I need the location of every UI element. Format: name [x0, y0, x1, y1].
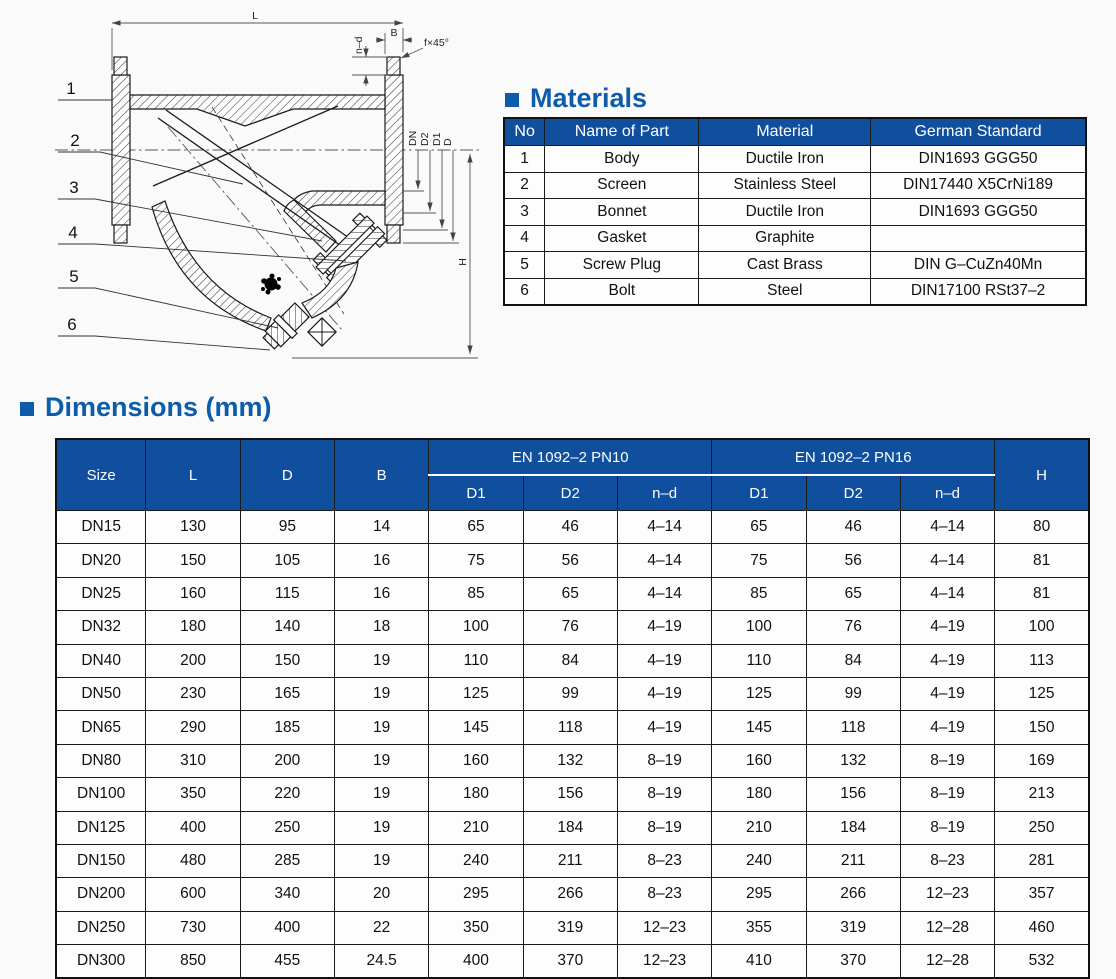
- table-cell: 4–14: [617, 544, 711, 577]
- col-header-pn16-D1: D1: [712, 475, 806, 511]
- table-cell: Steel: [699, 278, 871, 305]
- table-cell: 125: [712, 677, 806, 710]
- table-cell: Stainless Steel: [699, 172, 871, 199]
- table-cell: DN80: [56, 744, 146, 777]
- table-cell: 184: [523, 811, 617, 844]
- table-cell: 105: [240, 544, 334, 577]
- table-cell: DN50: [56, 677, 146, 710]
- table-cell: 230: [146, 677, 240, 710]
- part-number-6: 6: [67, 315, 77, 334]
- table-cell: 8–19: [617, 744, 711, 777]
- table-cell: 400: [240, 911, 334, 944]
- table-cell: 18: [334, 611, 428, 644]
- dim-label-D1: D1: [431, 132, 443, 146]
- dimensions-title-text: Dimensions (mm): [45, 392, 272, 422]
- table-cell: 113: [995, 644, 1089, 677]
- table-cell: DN40: [56, 644, 146, 677]
- table-cell: 150: [240, 644, 334, 677]
- table-cell: DN100: [56, 778, 146, 811]
- table-cell: 8–23: [617, 878, 711, 911]
- table-cell: Bonnet: [545, 199, 699, 226]
- table-cell: 350: [146, 778, 240, 811]
- table-cell: 56: [806, 544, 900, 577]
- col-group-pn16: EN 1092–2 PN16: [712, 439, 995, 475]
- table-cell: DN125: [56, 811, 146, 844]
- table-row: [56, 644, 1089, 677]
- table-row: [56, 778, 1089, 811]
- table-cell: Cast Brass: [699, 252, 871, 279]
- table-cell: 400: [146, 811, 240, 844]
- table-cell: 46: [523, 511, 617, 544]
- strainer-screen: [153, 106, 352, 314]
- table-cell: 340: [240, 878, 334, 911]
- table-cell: 455: [240, 945, 334, 979]
- table-cell: 4–14: [617, 511, 711, 544]
- table-cell: 14: [334, 511, 428, 544]
- table-cell: 110: [712, 644, 806, 677]
- table-cell: 12–28: [900, 911, 994, 944]
- part-number-3: 3: [69, 178, 79, 197]
- table-row: [504, 278, 1086, 305]
- table-cell: DIN1693 GGG50: [871, 146, 1086, 173]
- dim-label-L: L: [252, 10, 258, 22]
- table-cell: 319: [523, 911, 617, 944]
- table-cell: Gasket: [545, 225, 699, 252]
- table-cell: 4–19: [617, 711, 711, 744]
- table-cell: 532: [995, 945, 1089, 979]
- table-cell: 200: [146, 644, 240, 677]
- table-cell: 357: [995, 878, 1089, 911]
- table-cell: 210: [712, 811, 806, 844]
- dim-diameters: [403, 131, 459, 243]
- table-cell: 370: [523, 945, 617, 979]
- table-cell: 211: [523, 844, 617, 877]
- table-row: [56, 711, 1089, 744]
- table-cell: 19: [334, 811, 428, 844]
- table-cell: 355: [712, 911, 806, 944]
- table-cell: 8–19: [900, 778, 994, 811]
- table-cell: 150: [146, 544, 240, 577]
- table-cell: 319: [806, 911, 900, 944]
- table-cell: 110: [429, 644, 523, 677]
- table-cell: 95: [240, 511, 334, 544]
- table-cell: 81: [995, 544, 1089, 577]
- table-cell: 285: [240, 844, 334, 877]
- table-cell: 5: [504, 252, 545, 279]
- table-cell: 12–23: [617, 911, 711, 944]
- table-row: [504, 199, 1086, 226]
- table-cell: 4–14: [900, 544, 994, 577]
- part-number-1: 1: [66, 79, 76, 98]
- part-number-5: 5: [69, 267, 79, 286]
- table-cell: DN250: [56, 911, 146, 944]
- table-cell: 84: [523, 644, 617, 677]
- table-cell: 100: [712, 611, 806, 644]
- table-cell: DN150: [56, 844, 146, 877]
- materials-table: [503, 117, 1087, 306]
- table-cell: 156: [523, 778, 617, 811]
- table-cell: 160: [146, 577, 240, 610]
- col-header-name-of-part: Name of Part: [545, 118, 699, 146]
- table-cell: [871, 225, 1086, 252]
- table-cell: 75: [429, 544, 523, 577]
- table-cell: 211: [806, 844, 900, 877]
- part-numbers: [66, 79, 79, 334]
- table-cell: 213: [995, 778, 1089, 811]
- table-cell: 145: [712, 711, 806, 744]
- table-row: [56, 744, 1089, 777]
- table-cell: 65: [429, 511, 523, 544]
- col-group-pn10: EN 1092–2 PN10: [429, 439, 712, 475]
- table-cell: 8–19: [900, 744, 994, 777]
- table-cell: DIN17440 X5CrNi189: [871, 172, 1086, 199]
- col-header-pn16-nd: n–d: [900, 475, 994, 511]
- table-cell: 12–23: [617, 945, 711, 979]
- table-cell: 81: [995, 577, 1089, 610]
- table-cell: 19: [334, 644, 428, 677]
- table-cell: 118: [523, 711, 617, 744]
- table-row: [56, 811, 1089, 844]
- table-cell: 180: [712, 778, 806, 811]
- table-cell: 730: [146, 911, 240, 944]
- table-cell: 132: [806, 744, 900, 777]
- table-cell: 84: [806, 644, 900, 677]
- table-cell: 370: [806, 945, 900, 979]
- table-cell: DN65: [56, 711, 146, 744]
- col-header-B: B: [334, 439, 428, 511]
- table-cell: 99: [523, 677, 617, 710]
- table-cell: 46: [806, 511, 900, 544]
- table-cell: DN32: [56, 611, 146, 644]
- table-cell: 169: [995, 744, 1089, 777]
- dimensions-section-title: [20, 392, 272, 423]
- table-cell: 850: [146, 945, 240, 979]
- bullet-square-icon: [20, 402, 34, 416]
- table-row: [56, 544, 1089, 577]
- table-cell: Body: [545, 146, 699, 173]
- table-cell: Bolt: [545, 278, 699, 305]
- table-cell: 295: [712, 878, 806, 911]
- dim-label-H: H: [457, 258, 469, 266]
- table-cell: 4–19: [900, 644, 994, 677]
- table-cell: 56: [523, 544, 617, 577]
- dim-label-B: B: [390, 27, 398, 39]
- table-cell: 210: [429, 811, 523, 844]
- table-cell: 6: [504, 278, 545, 305]
- table-cell: 19: [334, 778, 428, 811]
- table-cell: 4–14: [900, 577, 994, 610]
- table-cell: 220: [240, 778, 334, 811]
- table-cell: DIN1693 GGG50: [871, 199, 1086, 226]
- table-cell: 140: [240, 611, 334, 644]
- table-cell: 118: [806, 711, 900, 744]
- table-cell: 24.5: [334, 945, 428, 979]
- table-cell: 400: [429, 945, 523, 979]
- table-cell: 4–19: [900, 711, 994, 744]
- table-cell: 1: [504, 146, 545, 173]
- dims-header-row-1: [56, 439, 1089, 475]
- table-cell: 100: [995, 611, 1089, 644]
- table-cell: 290: [146, 711, 240, 744]
- table-cell: 4: [504, 225, 545, 252]
- table-cell: 460: [995, 911, 1089, 944]
- table-cell: 76: [523, 611, 617, 644]
- part-number-2: 2: [70, 131, 80, 150]
- col-header-L: L: [146, 439, 240, 511]
- table-cell: 19: [334, 711, 428, 744]
- table-cell: 240: [712, 844, 806, 877]
- table-cell: 16: [334, 577, 428, 610]
- col-header-pn16-D2: D2: [806, 475, 900, 511]
- valve-section-drawing: [0, 0, 500, 378]
- table-cell: 3: [504, 199, 545, 226]
- table-cell: 350: [429, 911, 523, 944]
- dim-label-nd: n–d: [353, 36, 365, 54]
- table-cell: DIN17100 RSt37–2: [871, 278, 1086, 305]
- table-cell: 4–19: [900, 611, 994, 644]
- valve-body: [112, 57, 403, 331]
- table-row: [504, 146, 1086, 173]
- table-cell: 160: [429, 744, 523, 777]
- table-cell: 165: [240, 677, 334, 710]
- dimensions-table: [55, 438, 1090, 979]
- table-cell: 12–23: [900, 878, 994, 911]
- table-row: [504, 252, 1086, 279]
- table-row: [504, 172, 1086, 199]
- table-cell: 180: [429, 778, 523, 811]
- table-cell: 20: [334, 878, 428, 911]
- table-cell: 4–14: [617, 577, 711, 610]
- table-cell: 150: [995, 711, 1089, 744]
- col-header-pn10-D2: D2: [523, 475, 617, 511]
- dim-label-chamfer: f×45°: [424, 37, 449, 49]
- bullet-square-icon: [505, 93, 519, 107]
- table-row: [56, 677, 1089, 710]
- col-header-H: H: [995, 439, 1089, 511]
- table-cell: 99: [806, 677, 900, 710]
- col-header-size: Size: [56, 439, 146, 511]
- table-row: [56, 577, 1089, 610]
- table-cell: 410: [712, 945, 806, 979]
- table-cell: DN20: [56, 544, 146, 577]
- part-number-4: 4: [68, 223, 78, 242]
- table-cell: Ductile Iron: [699, 146, 871, 173]
- table-cell: Graphite: [699, 225, 871, 252]
- table-cell: 8–23: [617, 844, 711, 877]
- table-cell: DN15: [56, 511, 146, 544]
- table-cell: 2: [504, 172, 545, 199]
- table-row: [56, 844, 1089, 877]
- table-cell: 80: [995, 511, 1089, 544]
- table-cell: 4–19: [900, 677, 994, 710]
- materials-title-text: Materials: [530, 83, 648, 113]
- table-cell: DN200: [56, 878, 146, 911]
- table-cell: 266: [806, 878, 900, 911]
- table-cell: 240: [429, 844, 523, 877]
- dim-label-DN: DN: [407, 130, 419, 146]
- dim-B: [376, 27, 412, 54]
- table-cell: 266: [523, 878, 617, 911]
- table-cell: 130: [146, 511, 240, 544]
- table-cell: 125: [429, 677, 523, 710]
- table-cell: Ductile Iron: [699, 199, 871, 226]
- table-cell: 310: [146, 744, 240, 777]
- table-cell: DIN G–CuZn40Mn: [871, 252, 1086, 279]
- table-cell: 76: [806, 611, 900, 644]
- table-cell: 200: [240, 744, 334, 777]
- col-header-material: Material: [699, 118, 871, 146]
- table-cell: 19: [334, 744, 428, 777]
- dim-nd: [352, 36, 388, 86]
- table-cell: 65: [806, 577, 900, 610]
- table-cell: 65: [712, 511, 806, 544]
- table-cell: 185: [240, 711, 334, 744]
- table-cell: 8–19: [617, 811, 711, 844]
- table-row: [504, 225, 1086, 252]
- table-cell: 250: [995, 811, 1089, 844]
- table-row: [56, 611, 1089, 644]
- col-header-pn10-D1: D1: [429, 475, 523, 511]
- table-cell: 184: [806, 811, 900, 844]
- table-cell: 8–19: [900, 811, 994, 844]
- table-cell: DN25: [56, 577, 146, 610]
- table-cell: 160: [712, 744, 806, 777]
- table-cell: 281: [995, 844, 1089, 877]
- dim-label-D: D: [442, 138, 454, 146]
- plug-nut-section: [308, 318, 336, 346]
- table-cell: 480: [146, 844, 240, 877]
- table-cell: 4–14: [900, 511, 994, 544]
- table-row: [56, 911, 1089, 944]
- table-cell: 180: [146, 611, 240, 644]
- table-cell: 8–23: [900, 844, 994, 877]
- table-cell: 16: [334, 544, 428, 577]
- materials-header-row: [504, 118, 1086, 146]
- table-cell: 12–28: [900, 945, 994, 979]
- table-cell: 4–19: [617, 611, 711, 644]
- table-cell: 65: [523, 577, 617, 610]
- table-cell: 115: [240, 577, 334, 610]
- col-header-german-standard: German Standard: [871, 118, 1086, 146]
- ink-blot: [261, 274, 281, 295]
- table-cell: Screen: [545, 172, 699, 199]
- table-cell: 4–19: [617, 677, 711, 710]
- table-cell: 156: [806, 778, 900, 811]
- table-row: [56, 945, 1089, 979]
- table-cell: 75: [712, 544, 806, 577]
- dim-label-D2: D2: [419, 132, 431, 146]
- col-header-pn10-nd: n–d: [617, 475, 711, 511]
- table-cell: Screw Plug: [545, 252, 699, 279]
- table-cell: 100: [429, 611, 523, 644]
- materials-section-title: [505, 83, 647, 114]
- table-cell: 85: [429, 577, 523, 610]
- table-cell: 22: [334, 911, 428, 944]
- table-cell: 19: [334, 844, 428, 877]
- table-row: [56, 511, 1089, 544]
- table-cell: 19: [334, 677, 428, 710]
- table-cell: 4–19: [617, 644, 711, 677]
- col-header-no: No: [504, 118, 545, 146]
- table-cell: 600: [146, 878, 240, 911]
- table-cell: DN300: [56, 945, 146, 979]
- table-cell: 145: [429, 711, 523, 744]
- table-cell: 132: [523, 744, 617, 777]
- table-cell: 250: [240, 811, 334, 844]
- table-cell: 8–19: [617, 778, 711, 811]
- col-header-D: D: [240, 439, 334, 511]
- table-row: [56, 878, 1089, 911]
- table-cell: 125: [995, 677, 1089, 710]
- table-cell: 295: [429, 878, 523, 911]
- table-cell: 85: [712, 577, 806, 610]
